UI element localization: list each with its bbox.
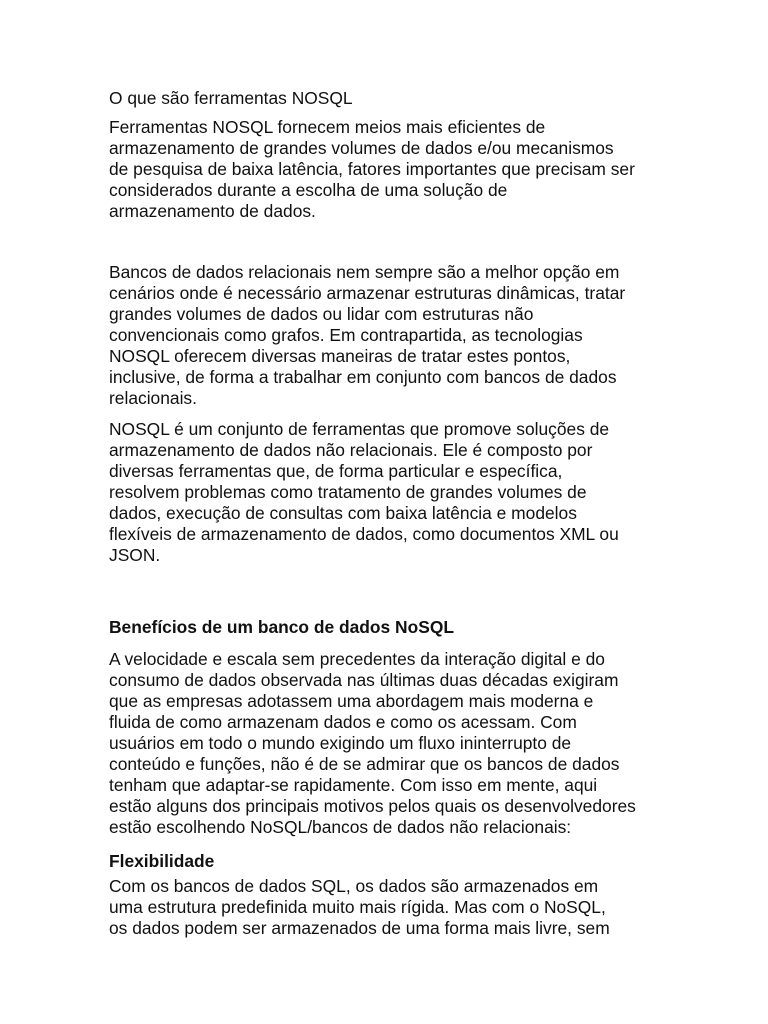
heading-benefits: Benefícios de um banco de dados NoSQL: [109, 617, 454, 637]
text-line: estão escolhendo NoSQL/bancos de dados não relacionais:: [109, 817, 572, 837]
text-line: relacionais.: [109, 388, 197, 408]
text-line: armazenamento de grandes volumes de dados e/ou mecanismos: [109, 138, 614, 158]
text-line: NOSQL oferecem diversas maneiras de tratar estes pontos,: [109, 346, 571, 366]
text-line: tenham que adaptar-se rapidamente. Com isso em mente, aqui: [109, 775, 598, 795]
text-line: grandes volumes de dados ou lidar com estruturas não: [109, 304, 534, 324]
text-line: que as empresas adotassem uma abordagem mais moderna e: [109, 691, 594, 711]
paragraph-nosql-definition: [109, 419, 619, 566]
text-line: Bancos de dados relacionais nem sempre são a melhor opção em: [109, 262, 620, 282]
text-line: inclusive, de forma a trabalhar em conjunto com bancos de dados: [109, 367, 617, 387]
paragraph-benefits: [109, 649, 636, 838]
text-line: de pesquisa de baixa latência, fatores importantes que precisam ser: [109, 159, 635, 179]
text-line: cenários onde é necessário armazenar estruturas dinâmicas, tratar: [109, 283, 626, 303]
text-line: resolvem problemas como tratamento de grandes volumes de: [109, 482, 587, 502]
text-line: dados, execução de consultas com baixa latência e modelos: [109, 503, 577, 523]
heading-flexibility: Flexibilidade: [109, 851, 215, 871]
text-line: NOSQL é um conjunto de ferramentas que promove soluções de: [109, 419, 610, 439]
text-line: Com os bancos de dados SQL, os dados são armazenados em: [109, 876, 599, 896]
text-line: estão alguns dos principais motivos pelos quais os desenvolvedores: [109, 796, 636, 816]
paragraph-intro: [109, 117, 635, 222]
text-line: convencionais como grafos. Em contrapartida, as tecnologias: [109, 325, 583, 345]
text-line: JSON.: [109, 545, 161, 565]
paragraph-flexibility: [109, 876, 610, 939]
text-line: os dados podem ser armazenados de uma forma mais livre, sem: [109, 918, 610, 938]
document-title: O que são ferramentas NOSQL: [109, 88, 353, 108]
text-line: armazenamento de dados não relacionais. Ele é composto por: [109, 440, 593, 460]
paragraph-relational: [109, 262, 625, 409]
text-line: fluida de como armazenam dados e como os acessam. Com: [109, 712, 577, 732]
text-line: consumo de dados observada nas últimas duas décadas exigiram: [109, 670, 619, 690]
text-line: Ferramentas NOSQL fornecem meios mais eficientes de: [109, 117, 546, 137]
text-line: diversas ferramentas que, de forma particular e específica,: [109, 461, 563, 481]
text-line: considerados durante a escolha de uma solução de: [109, 180, 508, 200]
text-line: flexíveis de armazenamento de dados, como documentos XML ou: [109, 524, 619, 544]
text-line: conteúdo e funções, não é de se admirar que os bancos de dados: [109, 754, 620, 774]
text-line: A velocidade e escala sem precedentes da interação digital e do: [109, 649, 605, 669]
text-line: armazenamento de dados.: [109, 201, 316, 221]
text-line: usuários em todo o mundo exigindo um fluxo ininterrupto de: [109, 733, 572, 753]
text-line: uma estrutura predefinida muito mais rígida. Mas com o NoSQL,: [109, 897, 606, 917]
